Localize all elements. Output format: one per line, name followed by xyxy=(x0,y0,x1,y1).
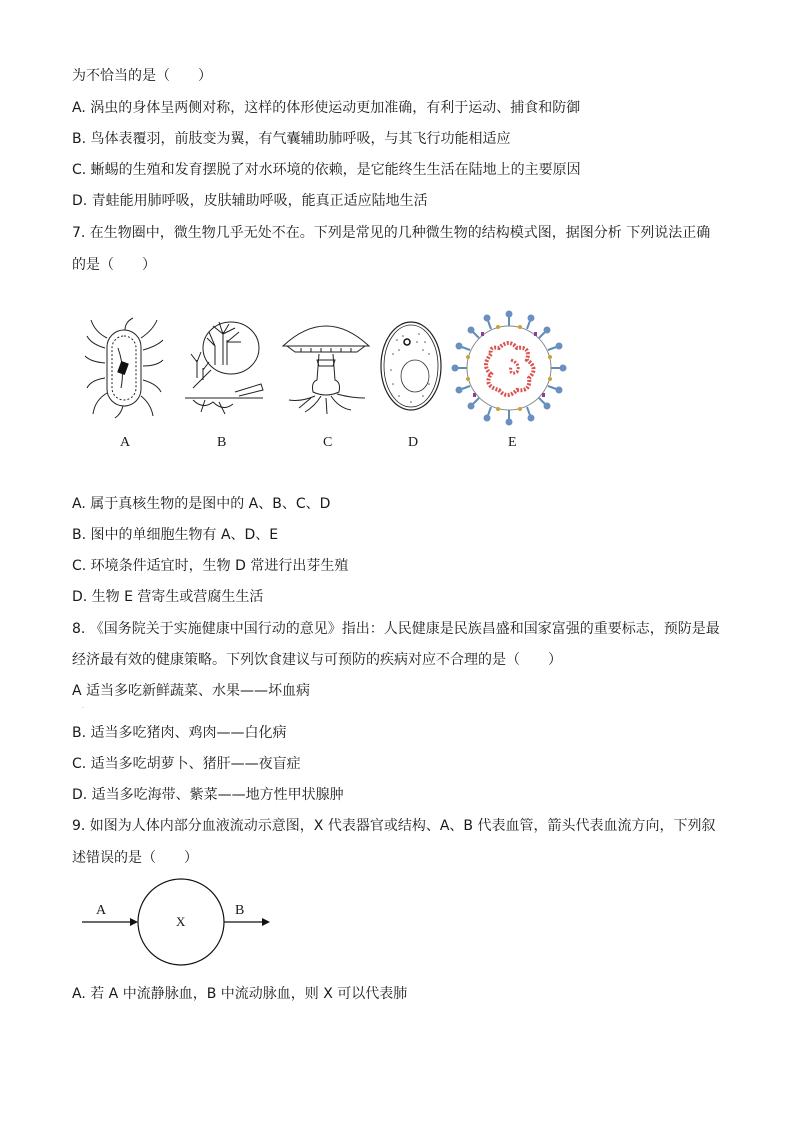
q6-option-d: D. 青蛙能用肺呼吸，皮肤辅助呼吸，能真正适应陆地生活 xyxy=(72,193,428,209)
virus-drawing xyxy=(451,310,567,426)
q7-option-a: A. 属于真核生物的是图中的 A、B、C、D xyxy=(72,496,331,512)
q8-stem-line2: 经济最有效的健康策略。下列饮食建议与可预防的疾病对应不合理的是（ ） xyxy=(72,652,562,668)
q9-option-a: A. 若 A 中流静脉血，B 中流动脉血，则 X 可以代表肺 xyxy=(72,986,408,1002)
q6-option-a: A. 涡虫的身体呈两侧对称，这样的体形使运动更加准确，有利于运动、捕食和防御 xyxy=(72,100,581,116)
q6-option-c: C. 蜥蜴的生殖和发育摆脱了对水环境的依赖，是它能终生生活在陆地上的主要原因 xyxy=(72,162,581,178)
organ-x-label: X xyxy=(176,914,186,929)
q8-option-a: A 适当多吃新鲜蔬菜、水果——坏血病 xyxy=(72,683,311,699)
figure-label-c: C xyxy=(323,435,333,450)
mold-drawing xyxy=(183,320,273,415)
arrowhead-a xyxy=(130,918,138,926)
q6-option-b: B. 鸟体表覆羽，前肢变为翼，有气囊辅助肺呼吸，与其飞行功能相适应 xyxy=(72,131,511,147)
q9-stem-line2: 述错误的是（ ） xyxy=(72,850,198,866)
figure-label-d: D xyxy=(408,435,419,450)
figure-label-a: A xyxy=(120,435,131,450)
q8-option-d: D. 适当多吃海带、紫菜——地方性甲状腺肿 xyxy=(72,787,344,803)
vessel-b-label: B xyxy=(235,903,245,918)
q9-stem-line1: 9. 如图为人体内部分血液流动示意图，X 代表器官或结构、A、B 代表血管，箭头代表血流方向，下列叙 xyxy=(72,818,716,834)
mushroom-drawing xyxy=(281,318,371,418)
vessel-a-label: A xyxy=(96,903,107,918)
q7-option-c: C. 环境条件适宜时，生物 D 常进行出芽生殖 xyxy=(72,558,349,574)
yeast-drawing xyxy=(379,320,443,412)
arrowhead-b xyxy=(262,918,270,926)
figure-label-b: B xyxy=(217,435,227,450)
q7-stem-line2: 的是（ ） xyxy=(72,257,156,273)
q7-option-d: D. 生物 E 营寄生或营腐生生活 xyxy=(72,589,264,605)
stray-mark: . xyxy=(82,703,84,710)
bacterium-drawing xyxy=(85,318,165,418)
q8-stem-line1: 8. 《国务院关于实施健康中国行动的意见》指出：人民健康是民族昌盛和国家富强的重要标志，预防是最 xyxy=(72,621,720,637)
q6-stem-tail: 为不恰当的是（ ） xyxy=(72,68,212,84)
q8-option-c: C. 适当多吃胡萝卜、猪肝——夜盲症 xyxy=(72,756,301,772)
figure-label-e: E xyxy=(508,435,517,450)
q8-option-b: B. 适当多吃猪肉、鸡肉——白化病 xyxy=(72,725,287,741)
q7-option-b: B. 图中的单细胞生物有 A、D、E xyxy=(72,527,279,543)
q7-stem-line1: 7. 在生物圈中，微生物几乎无处不在。下列是常见的几种微生物的结构模式图，据图分析 下列说法正确 xyxy=(72,225,711,241)
